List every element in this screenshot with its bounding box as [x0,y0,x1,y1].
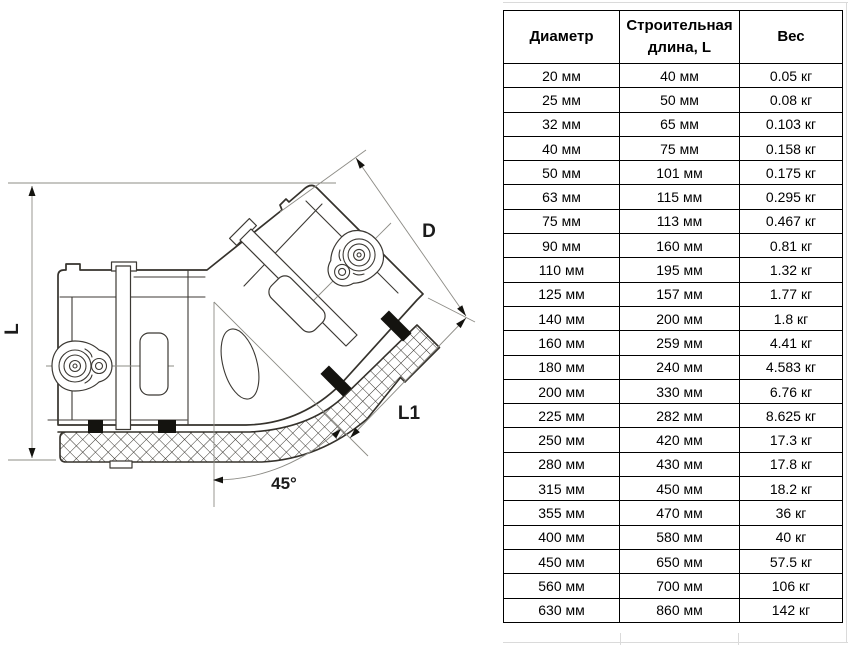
table-cell: 17.3 кг [740,428,843,452]
table-cell: 282 мм [620,404,740,428]
table-cell: 101 мм [620,161,740,185]
table-cell: 470 мм [620,501,740,525]
table-cell: 195 мм [620,258,740,282]
table-row [504,428,843,452]
table-cell: 160 мм [504,331,620,355]
inspection-window-left [140,333,168,395]
table-cell: 355 мм [504,501,620,525]
table-cell: 560 мм [504,574,620,598]
table-row [504,404,843,428]
dim-label-L1: L1 [397,403,421,424]
table-cell: 430 мм [620,452,740,476]
table-cell: 450 мм [620,477,740,501]
table-cell: 200 мм [504,379,620,403]
table-cell: 17.8 кг [740,452,843,476]
table-cell: 1.77 кг [740,282,843,306]
table-cell: 115 мм [620,185,740,209]
table-cell: 580 мм [620,525,740,549]
dim-label-L: L [2,323,23,335]
table-cell: 36 кг [740,501,843,525]
table-cell: 700 мм [620,574,740,598]
table-cell: 160 мм [620,234,740,258]
table-row [504,501,843,525]
table-cell: 250 мм [504,428,620,452]
table-cell: 142 кг [740,598,843,622]
header-diameter: Диаметр [504,11,620,64]
table-cell: 57.5 кг [740,549,843,573]
header-weight: Вес [740,11,843,64]
table-row [504,136,843,160]
header-length: Строительная длина, L [620,11,740,64]
table-cell: 75 мм [620,136,740,160]
table-row [504,549,843,573]
table-row [504,64,843,88]
table-cell: 25 мм [504,88,620,112]
table-header-row [504,11,843,64]
table-cell: 450 мм [504,549,620,573]
table-cell: 420 мм [620,428,740,452]
table-cell: 330 мм [620,379,740,403]
table-cell: 315 мм [504,477,620,501]
table-cell: 40 мм [620,64,740,88]
table-row [504,574,843,598]
gridline-top [503,2,848,3]
table-cell: 4.583 кг [740,355,843,379]
table-row [504,331,843,355]
table-row [504,355,843,379]
table-cell: 0.81 кг [740,234,843,258]
table-cell: 65 мм [620,112,740,136]
spec-table [503,10,843,623]
table-cell: 180 мм [504,355,620,379]
table-row [504,112,843,136]
table-cell: 40 мм [504,136,620,160]
table-cell: 40 кг [740,525,843,549]
table-row [504,477,843,501]
table-cell: 18.2 кг [740,477,843,501]
table-cell: 8.625 кг [740,404,843,428]
table-row [504,161,843,185]
table-cell: 630 мм [504,598,620,622]
table-cell: 1.32 кг [740,258,843,282]
table-cell: 0.295 кг [740,185,843,209]
table-row [504,598,843,622]
table-cell: 0.158 кг [740,136,843,160]
table-row [504,282,843,306]
table-row [504,88,843,112]
table-cell: 125 мм [504,282,620,306]
table-cell: 225 мм [504,404,620,428]
table-cell: 4.41 кг [740,331,843,355]
table-row [504,209,843,233]
gridline-stub-2 [738,633,739,645]
table-cell: 6.76 кг [740,379,843,403]
table-row [504,306,843,330]
table-cell: 140 мм [504,306,620,330]
table-cell: 113 мм [620,209,740,233]
table-row [504,379,843,403]
table-cell: 90 мм [504,234,620,258]
table-cell: 75 мм [504,209,620,233]
table-cell: 0.08 кг [740,88,843,112]
table-cell: 0.467 кг [740,209,843,233]
table-row [504,234,843,258]
table-cell: 200 мм [620,306,740,330]
table-row [504,525,843,549]
table-row [504,452,843,476]
spec-table-body [504,64,843,623]
table-row [504,258,843,282]
table-cell: 110 мм [504,258,620,282]
table-cell: 32 мм [504,112,620,136]
table-cell: 650 мм [620,549,740,573]
table-cell: 259 мм [620,331,740,355]
table-row [504,185,843,209]
table-cell: 0.103 кг [740,112,843,136]
table-cell: 157 мм [620,282,740,306]
table-cell: 240 мм [620,355,740,379]
table-cell: 63 мм [504,185,620,209]
table-cell: 0.05 кг [740,64,843,88]
dim-label-angle: 45° [271,474,297,493]
table-cell: 280 мм [504,452,620,476]
table-cell: 50 мм [504,161,620,185]
dim-label-D: D [422,221,436,242]
table-cell: 0.175 кг [740,161,843,185]
table-cell: 1.8 кг [740,306,843,330]
table-cell: 860 мм [620,598,740,622]
table-cell: 20 мм [504,64,620,88]
gridline-bottom [503,642,848,643]
gridline-stub-1 [620,633,621,645]
table-cell: 400 мм [504,525,620,549]
table-cell: 50 мм [620,88,740,112]
gridline-right [846,2,847,642]
table-cell: 106 кг [740,574,843,598]
